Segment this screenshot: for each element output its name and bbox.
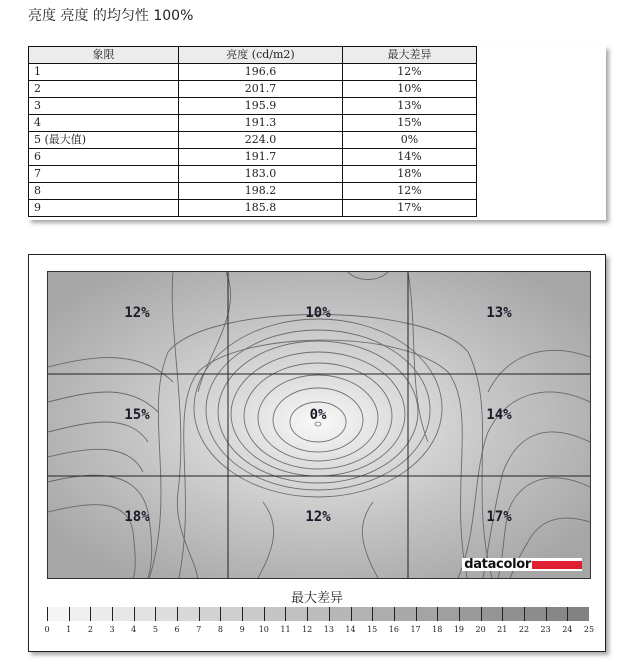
scale-segment	[90, 607, 112, 621]
scale-segment	[372, 607, 394, 621]
scale-segment	[524, 607, 546, 621]
luminance-cell: 183.0	[179, 166, 343, 183]
scale-segment	[416, 607, 438, 621]
scale-tick	[307, 607, 308, 621]
table-row	[29, 166, 477, 183]
quadrant-cell: 6	[29, 149, 179, 166]
scale-tick-label: 24	[562, 625, 573, 634]
quadrant-cell: 4	[29, 115, 179, 132]
scale-tick-label: 22	[518, 625, 530, 634]
contour-panel	[28, 254, 606, 652]
scale-tick	[502, 607, 503, 621]
scale-tick-label: 2	[87, 625, 93, 634]
luminance-cell: 185.8	[179, 200, 343, 217]
scale-tick-label: 10	[258, 625, 269, 634]
scale-tick	[329, 607, 330, 621]
scale-tick	[481, 607, 482, 621]
max-diff-cell: 12%	[343, 64, 477, 81]
scale-segment	[437, 607, 459, 621]
scale-tick-label: 16	[388, 625, 399, 634]
quadrant-9-label: 17%	[486, 509, 512, 525]
quadrant-2-label: 10%	[305, 305, 331, 321]
luminance-cell: 195.9	[179, 98, 343, 115]
legend-color-scale	[44, 607, 595, 634]
scale-tick-label: 1	[66, 625, 72, 634]
scale-tick	[567, 607, 568, 621]
scale-tick-label: 20	[475, 625, 486, 634]
scale-segment	[177, 607, 199, 621]
scale-segment	[47, 607, 69, 621]
header-max-diff: 最大差异	[343, 47, 477, 64]
scale-tick	[90, 607, 91, 621]
scale-tick-label: 8	[217, 625, 223, 634]
scale-tick	[177, 607, 178, 621]
scale-tick	[264, 607, 265, 621]
table-row	[29, 132, 477, 149]
scale-tick-label: 25	[583, 625, 595, 634]
scale-segment	[69, 607, 91, 621]
quadrant-cell: 7	[29, 166, 179, 183]
quadrant-cell: 3	[29, 98, 179, 115]
scale-tick	[242, 607, 243, 621]
scale-segment	[155, 607, 177, 621]
scale-segment	[264, 607, 286, 621]
scale-segment	[481, 607, 503, 621]
page-title: 亮度 亮度 的均匀性 100%	[28, 8, 194, 24]
quadrant-3-label: 13%	[486, 305, 512, 321]
scale-tick	[394, 607, 395, 621]
scale-tick-label: 0	[44, 625, 50, 634]
uniformity-table	[28, 46, 477, 217]
scale-tick	[155, 607, 156, 621]
scale-tick-label: 18	[432, 625, 443, 634]
scale-tick	[416, 607, 417, 621]
scale-tick-label: 19	[453, 625, 464, 634]
scale-segment	[394, 607, 416, 621]
scale-tick-label: 13	[323, 625, 334, 634]
scale-tick-label: 9	[239, 625, 245, 634]
scale-tick-label: 21	[497, 625, 508, 634]
scale-segment	[307, 607, 329, 621]
max-diff-cell: 18%	[343, 166, 477, 183]
scale-tick	[524, 607, 525, 621]
scale-tick	[112, 607, 113, 621]
scale-tick-label: 7	[196, 625, 202, 634]
logo-red-bar	[532, 561, 582, 569]
scale-tick	[47, 607, 48, 621]
scale-segment	[502, 607, 524, 621]
scale-tick-label: 4	[131, 625, 137, 634]
scale-tick	[437, 607, 438, 621]
scale-tick	[199, 607, 200, 621]
scale-segment	[134, 607, 156, 621]
max-diff-cell: 0%	[343, 132, 477, 149]
luminance-cell: 191.7	[179, 149, 343, 166]
header-quadrant: 象限	[29, 47, 179, 64]
scale-tick-label: 3	[109, 625, 115, 634]
scale-segment	[567, 607, 589, 621]
header-luminance: 亮度 (cd/m2)	[179, 47, 343, 64]
luminance-cell: 201.7	[179, 81, 343, 98]
datacolor-logo	[462, 558, 582, 571]
table-row	[29, 183, 477, 200]
scale-tick	[546, 607, 547, 621]
scale-segment	[459, 607, 481, 621]
table-row	[29, 200, 477, 217]
scale-tick	[459, 607, 460, 621]
scale-tick	[351, 607, 352, 621]
scale-tick	[134, 607, 135, 621]
scale-segment	[285, 607, 307, 621]
legend-title: 最大差异	[290, 591, 343, 606]
luminance-cell: 224.0	[179, 132, 343, 149]
contour-plot	[47, 271, 591, 579]
table-row	[29, 115, 477, 132]
luminance-cell: 191.3	[179, 115, 343, 132]
scale-tick	[372, 607, 373, 621]
max-diff-cell: 15%	[343, 115, 477, 132]
max-diff-cell: 10%	[343, 81, 477, 98]
scale-tick-label: 11	[280, 625, 291, 634]
max-diff-cell: 13%	[343, 98, 477, 115]
quadrant-5-label: 0%	[309, 407, 327, 423]
scale-tick-label: 12	[302, 625, 313, 634]
scale-tick-label: 15	[367, 625, 378, 634]
scale-tick	[69, 607, 70, 621]
table-row	[29, 98, 477, 115]
logo-text: datacolor	[464, 557, 531, 572]
scale-tick-label: 17	[410, 625, 421, 634]
quadrant-cell: 9	[29, 200, 179, 217]
scale-segment	[112, 607, 134, 621]
scale-tick-label: 6	[174, 625, 180, 634]
scale-segment	[351, 607, 373, 621]
table-row	[29, 64, 477, 81]
scale-tick-label: 23	[540, 625, 551, 634]
scale-tick-label: 14	[345, 625, 356, 634]
quadrant-cell: 5 (最大值)	[29, 132, 179, 149]
quadrant-8-label: 12%	[305, 509, 331, 525]
scale-segment	[199, 607, 221, 621]
max-diff-cell: 17%	[343, 200, 477, 217]
luminance-cell: 196.6	[179, 64, 343, 81]
scale-segment	[329, 607, 351, 621]
quadrant-cell: 1	[29, 64, 179, 81]
quadrant-1-label: 12%	[124, 305, 150, 321]
scale-segment	[242, 607, 264, 621]
luminance-cell: 198.2	[179, 183, 343, 200]
scale-tick	[285, 607, 286, 621]
quadrant-6-label: 14%	[486, 407, 512, 423]
quadrant-4-label: 15%	[124, 407, 150, 423]
uniformity-table-card	[28, 46, 606, 220]
scale-tick-label: 5	[152, 625, 158, 634]
quadrant-cell: 8	[29, 183, 179, 200]
table-row	[29, 81, 477, 98]
scale-segment	[546, 607, 568, 621]
scale-segment	[220, 607, 242, 621]
max-diff-cell: 14%	[343, 149, 477, 166]
quadrant-cell: 2	[29, 81, 179, 98]
max-diff-cell: 12%	[343, 183, 477, 200]
table-header-row	[29, 47, 477, 64]
scale-tick	[220, 607, 221, 621]
table-row	[29, 149, 477, 166]
quadrant-7-label: 18%	[124, 509, 150, 525]
